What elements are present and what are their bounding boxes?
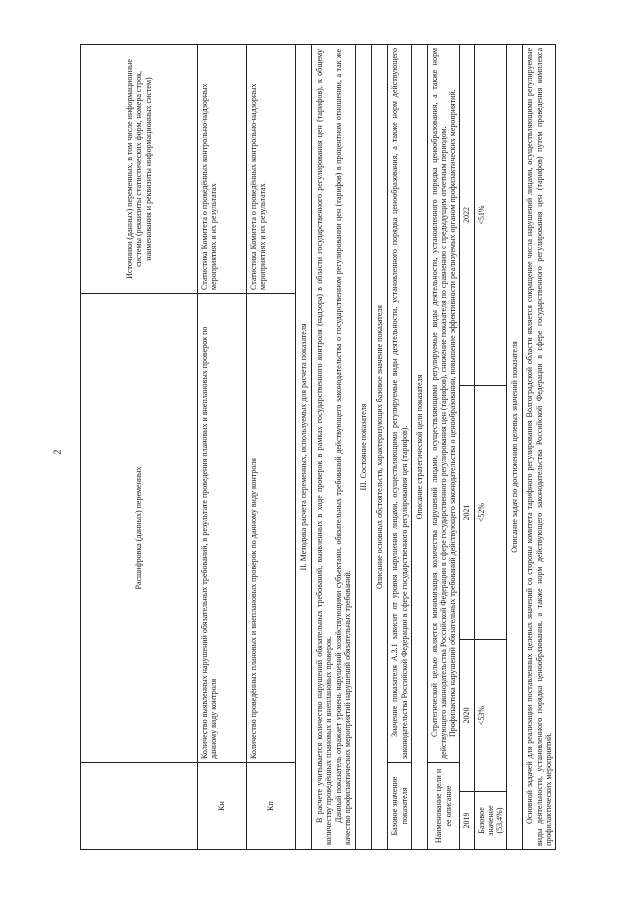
table-row [198, 44, 247, 849]
base-value-label: Базовое значение показателя [388, 763, 411, 850]
table-row [247, 44, 296, 849]
goal-description [427, 44, 460, 762]
header-symbol [81, 763, 198, 850]
section2-body [312, 44, 356, 849]
value-cell: Базовое значение (53,4%) [474, 792, 507, 850]
rotated-content [80, 45, 585, 850]
year-cell: 2019 [460, 792, 474, 850]
section2-body-row [312, 44, 356, 849]
section2-title: II. Методика расчета переменных, используемых для расчета показателя [296, 44, 312, 849]
year-cell: 2020 [460, 640, 474, 792]
basic-circumstances-title: Описание основных обстоятельств, характеризующих базовое значение показателя [372, 44, 388, 849]
tasks-title-row [507, 44, 523, 849]
document-page [80, 45, 585, 850]
goal-paragraph: Стратегической целью является минимизация количества нарушений лицами, осуществляющими регулируемые виды деятельности, установленного порядка ценообразования, а также норм действующего законодательства Российской Федерации в сфере государственного регулирования цен (тарифов), снижение показателя по сравнению с предыдущим отчетным периодом. [429, 47, 449, 759]
page-number: 2 [52, 449, 64, 455]
header-sources: Источники (данных) переменных, в том числе информационные системы (реквизиты статистических форм, номера строк, наименования и реквизиты информационных систем) [81, 44, 198, 293]
document-table [80, 44, 556, 850]
variable-source: Статистика Комитета о проведённых контрольно-надзорных мероприятиях и их результатах [198, 44, 247, 293]
methodology-paragraph: Данный показатель отражает уровень нарушений хозяйствующими субъектами, обязательных требований действующего законодательства о государственном регулировании цен (тарифов) в процентном отношении, а так же качество профилактических мероприятий нарушений обязательных требований. [333, 48, 352, 845]
strategic-goal-title-row [411, 44, 427, 849]
value-cell: <51% [474, 44, 507, 385]
variable-decoding: Количество выявленных нарушений обязательных требований, в результате проведения плановых и внеплановых проверок по данному виду контроля [198, 293, 247, 762]
years-row [460, 44, 474, 849]
section3-title-row [355, 44, 371, 849]
variable-source: Статистика Комитета о проведённых контрольно-надзорных мероприятиях и их результатах [247, 44, 296, 293]
values-row [474, 44, 507, 849]
year-cell: 2022 [460, 44, 474, 385]
variables-header-row [81, 44, 198, 849]
goal-label: Наименование цели и ее описание [427, 763, 460, 850]
goal-row [427, 44, 460, 849]
section3-title: III. Состояние показателя [355, 44, 371, 849]
goal-paragraph: Профилактика нарушений обязательных требований действующего законодательства о ценообразовании, повышение эффективности реализуемых органом профилактических мероприятий. [448, 89, 458, 737]
year-cell: 2021 [460, 386, 474, 640]
methodology-paragraph: В расчете учитывается количество нарушений обязательных требований, выявленных в ходе проверок в рамках государственного контроля (надзора) в области государственного регулирования цен (тарифов), к общему количеству проведённых плановых и внеплановых проверок. [315, 48, 334, 845]
variable-symbol: Кн [198, 763, 247, 850]
basic-circumstances-title-row [372, 44, 388, 849]
variable-decoding: Количество проведённых плановых и внеплановых проверок по данному виду контроля [247, 293, 296, 762]
value-cell: <52% [474, 386, 507, 640]
tasks-row [523, 44, 556, 849]
section2-title-row [296, 44, 312, 849]
strategic-goal-title: Описание стратегической цели показателя [411, 44, 427, 849]
value-cell: <53% [474, 640, 507, 792]
header-decoding: Расшифровка (данных) переменных [81, 293, 198, 762]
tasks-text: Основной задачей для реализации поставленных целевых значений со стороны комитета тарифного регулирования Волгоградской области является сокращение числа нарушений лицами, осуществляющими регулируемые виды деятельности, установленного порядка ценообразования, а также норм действующего законодательства Российской Федерации в сфере государственного регулирования цен (тарифов) путем проведения комплекса профилактических мероприятий. [523, 44, 556, 849]
base-value-row [388, 44, 411, 849]
variable-symbol: Кп [247, 763, 296, 850]
tasks-title: Описание задач по достижению целевых значений показателя [507, 44, 523, 849]
base-value-text: Значение показателя А.3.1 зависит от уровня нарушения лицами, осуществляющими регулируемые виды деятельности, установленного порядка ценообразования, а также норм действующего законодательства Российской Федерации в сфере государственного регулирования цен (тарифов). [388, 44, 411, 762]
